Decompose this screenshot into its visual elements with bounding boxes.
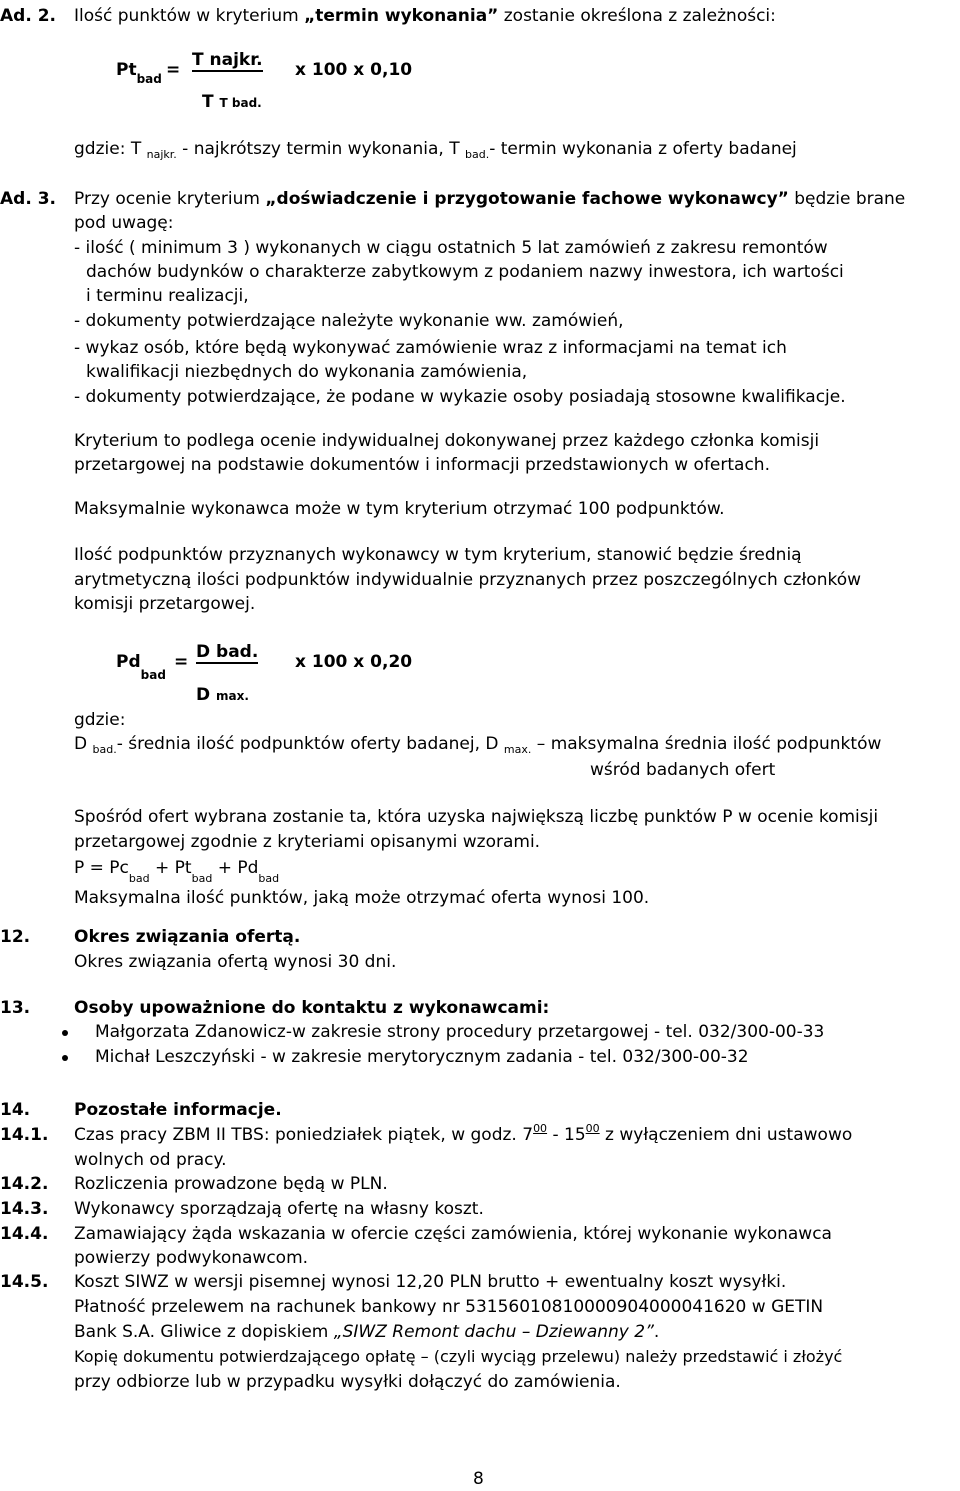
formula-numerator: T najkr. xyxy=(192,50,263,70)
ad3-para1-line: Kryterium to podlega ocenie indywidualnej dokonywanej przez każdego członka komisji xyxy=(74,431,820,451)
formula-multiplier: x 100 x 0,20 xyxy=(295,652,413,672)
sec13-num: 13. xyxy=(0,998,31,1018)
sec14-3-num: 14.3. xyxy=(0,1199,49,1219)
sec14-4-text: Zamawiający żąda wskazania w ofercie części zamówienia, której wykonanie wykonawca xyxy=(74,1224,832,1244)
ad3-item-line: - dokumenty potwierdzające, że podane w wykazie osoby posiadają stosowne kwalifikacje. xyxy=(74,387,846,407)
sec12-num: 12. xyxy=(0,927,31,947)
contact-item: Małgorzata Zdanowicz-w zakresie strony procedury przetargowej - tel. 032/300-00-33 xyxy=(95,1022,825,1042)
page-number: 8 xyxy=(473,1469,484,1489)
sec14-1-text: Czas pracy ZBM II TBS: poniedziałek piątek, w godz. $7^{00} - 15^{00}$ z wyłączeniem dni ustawowo xyxy=(74,1122,853,1145)
formula-denominator: T T bad. xyxy=(202,92,262,112)
ad3-para3-line: arytmetyczną ilości podpunktów indywidualnie przyznanych przez poszczególnych członków xyxy=(74,570,862,590)
formula-lhs: $Pd_{bad}$ xyxy=(116,652,166,682)
sec14-5-line: Kopię dokumentu potwierdzającego opłatę – (czyli wyciąg przelewu) należy przedstawić i złożyć xyxy=(74,1347,843,1366)
contact-item: Michał Leszczyński - w zakresie merytorycznym zadania - tel. 032/300-00-32 xyxy=(95,1047,749,1067)
sec12-title: Okres związania ofertą. xyxy=(74,927,301,947)
ad3-final-line: Spośród ofert wybrana zostanie ta, która uzyska największą liczbę punktów P w ocenie komisji xyxy=(74,807,879,827)
formula-eq: = xyxy=(166,60,181,80)
ad3-para1-line: przetargowej na podstawie dokumentów i informacji przedstawionych w ofertach. xyxy=(74,455,770,475)
sec14-5-line: Płatność przelewem na rachunek bankowy nr 53156010810000904000041620 w GETIN xyxy=(74,1297,824,1317)
sec14-4-num: 14.4. xyxy=(0,1224,49,1244)
formula-multiplier: x 100 x 0,10 xyxy=(295,60,413,80)
ad3-item-line: - ilość ( minimum 3 ) wykonanych w ciągu ostatnich 5 lat zamówień z zakresu remontów xyxy=(74,238,828,258)
ad3-definition-cont: wśród badanych ofert xyxy=(590,760,776,780)
ad3-label: Ad. 3. xyxy=(0,189,56,209)
ad3-gdzie: gdzie: xyxy=(74,710,126,730)
sec12-text: Okres związania ofertą wynosi 30 dni. xyxy=(74,952,397,972)
ad2-where: gdzie: T $_{najkr.}$ - najkrótszy termin wykonania, T $_{bad.}$- termin wykonania z oferty badanej xyxy=(74,139,797,161)
ad3-definition: D $_{bad.}$- średnia ilość podpunktów oferty badanej, D $_{max.}$ – maksymalna średnia ilość podpunktów xyxy=(74,734,882,756)
sec14-5-line: przy odbiorze lub w przypadku wysyłki dołączyć do zamówienia. xyxy=(74,1372,621,1392)
sec14-1-num: 14.1. xyxy=(0,1125,49,1145)
sec13-title: Osoby upoważnione do kontaktu z wykonawcami: xyxy=(74,998,550,1018)
bullet-icon xyxy=(62,1030,68,1036)
ad3-line2: pod uwagę: xyxy=(74,213,174,233)
sec14-title: Pozostałe informacje. xyxy=(74,1100,282,1120)
ad3-max-points: Maksymalna ilość punktów, jaką może otrzymać oferta wynosi 100. xyxy=(74,888,650,908)
sec14-2-text: Rozliczenia prowadzone będą w PLN. xyxy=(74,1174,388,1194)
ad3-item-line: i terminu realizacji, xyxy=(86,286,249,306)
formula-denominator: D max. xyxy=(196,685,249,705)
ad2-label: Ad. 2. xyxy=(0,6,56,26)
sec14-2-num: 14.2. xyxy=(0,1174,49,1194)
ad3-final-line: przetargowej zgodnie z kryteriami opisanymi wzorami. xyxy=(74,832,541,852)
formula-eq: = xyxy=(174,652,189,672)
ad3-para3-line: komisji przetargowej. xyxy=(74,594,256,614)
ad3-line1: Przy ocenie kryterium „doświadczenie i przygotowanie fachowe wykonawcy” będzie brane xyxy=(74,189,906,209)
sec14-1-text-cont: wolnych od pracy. xyxy=(74,1150,227,1170)
sec14-5-num: 14.5. xyxy=(0,1272,49,1292)
formula-numerator: D bad. xyxy=(196,642,259,662)
ad3-para3-line: Ilość podpunktów przyznanych wykonawcy w tym kryterium, stanowić będzie średnią xyxy=(74,545,802,565)
ad3-item-line: kwalifikacji niezbędnych do wykonania zamówienia, xyxy=(86,362,528,382)
sec14-5-line: Bank S.A. Gliwice z dopiskiem „SIWZ Remont dachu – Dziewanny 2”. xyxy=(74,1322,660,1342)
ad3-item-line: - wykaz osób, które będą wykonywać zamówienie wraz z informacjami na temat ich xyxy=(74,338,787,358)
sec14-num: 14. xyxy=(0,1100,31,1120)
sec14-3-text: Wykonawcy sporządzają ofertę na własny koszt. xyxy=(74,1199,484,1219)
ad3-sum-formula: $P = Pc_{bad} + Pt_{bad} + Pd_{bad}$ xyxy=(74,858,280,885)
sec14-4-text-cont: powierzy podwykonawcom. xyxy=(74,1248,309,1268)
sec14-5-line: Koszt SIWZ w wersji pisemnej wynosi 12,20 PLN brutto + ewentualny koszt wysyłki. xyxy=(74,1272,787,1292)
ad2-intro: Ilość punktów w kryterium „termin wykonania” zostanie określona z zależności: xyxy=(74,6,776,26)
ad3-item-line: dachów budynków o charakterze zabytkowym z podaniem nazwy inwestora, ich wartości xyxy=(86,262,844,282)
ad3-item-line: - dokumenty potwierdzające należyte wykonanie ww. zamówień, xyxy=(74,311,624,331)
ad3-para2: Maksymalnie wykonawca może w tym kryterium otrzymać 100 podpunktów. xyxy=(74,499,725,519)
bullet-icon xyxy=(62,1055,68,1061)
formula-lhs: $Pt_{bad}$ xyxy=(116,60,162,86)
